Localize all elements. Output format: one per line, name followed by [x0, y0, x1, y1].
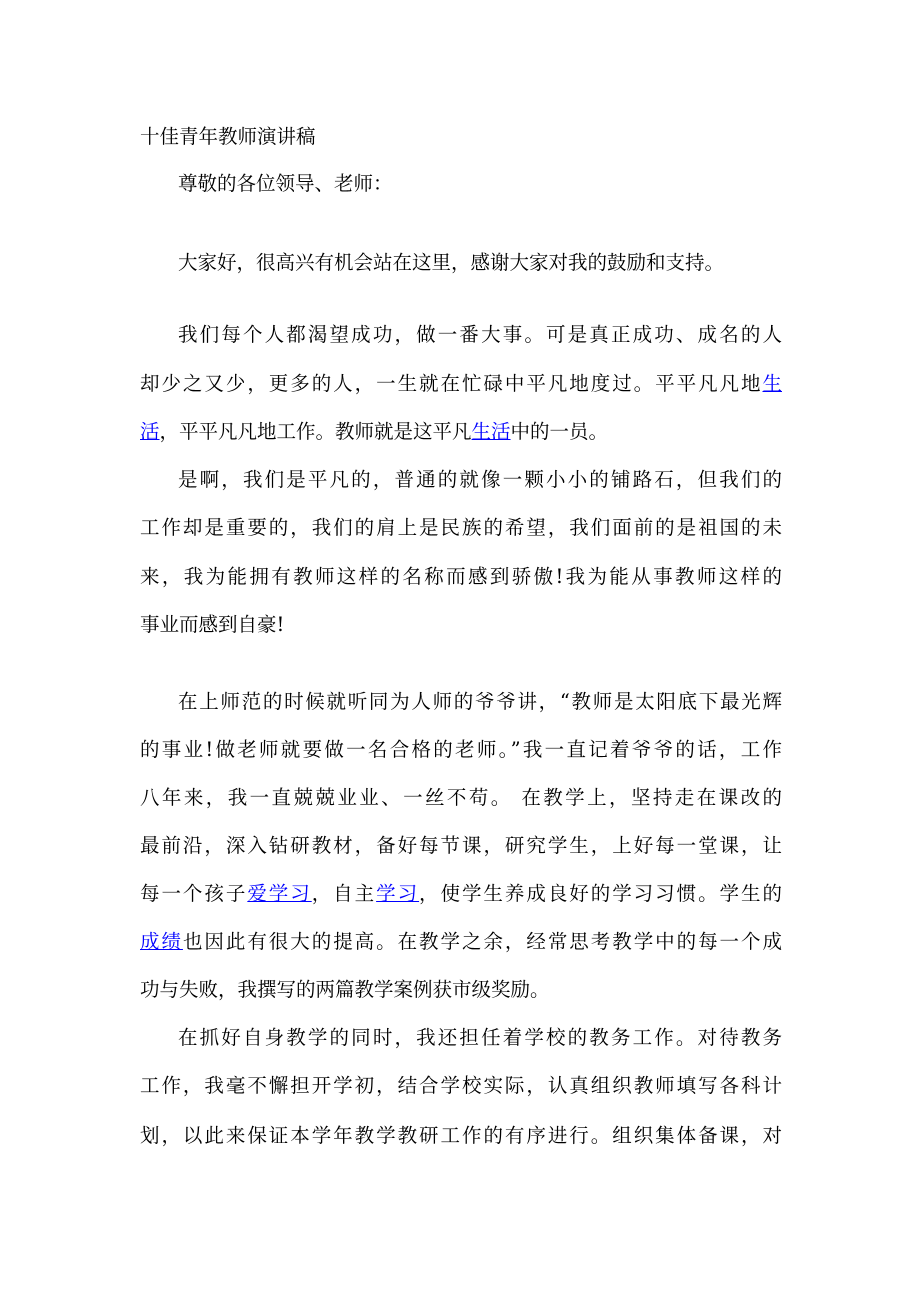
text-segment: 中的一员。 — [510, 420, 609, 443]
text-segment: 也因此有很大的提高。在教学之余，经常思考教学中的每一个成 — [182, 930, 782, 953]
text-segment: 最前沿，深入钻研教材，备好每节课，研究学生，上好每一堂课，让 — [140, 834, 782, 857]
text-line — [140, 1074, 782, 1098]
text-segment: 事业而感到自豪! — [140, 613, 285, 636]
text-line — [178, 690, 782, 714]
hyperlink[interactable]: 成绩 — [140, 930, 183, 953]
text-segment: ，自主 — [311, 882, 377, 905]
text-segment: ，使学生养成良好的学习习惯。学生的 — [419, 882, 782, 905]
text-segment: 的事业!做老师就要做一名合格的老师。”我一直记着爷爷的话，工作 — [140, 738, 782, 761]
text-segment: 功与失败，我撰写的两篇教学案例获市级奖励。 — [140, 978, 550, 1001]
text-segment: 工作却是重要的，我们的肩上是民族的希望，我们面前的是祖国的未 — [140, 516, 782, 539]
text-segment: 工作，我毫不懈担开学初，结合学校实际，认真组织教师填写各科计 — [140, 1074, 782, 1097]
text-line — [178, 251, 724, 275]
text-line — [140, 786, 782, 810]
text-segment: 是啊，我们是平凡的，普通的就像一颗小小的铺路石，但我们的 — [178, 468, 782, 491]
document-title — [140, 125, 316, 149]
hyperlink[interactable]: 活 — [140, 420, 160, 443]
text-segment: 尊敬的各位领导、老师： — [178, 172, 393, 195]
text-line — [140, 978, 550, 1002]
text-segment: 在抓好自身教学的同时，我还担任着学校的教务工作。对待教务 — [178, 1026, 782, 1049]
hyperlink[interactable]: 生 — [762, 372, 782, 395]
text-line — [140, 613, 284, 637]
text-line — [178, 172, 393, 196]
hyperlink[interactable]: 生活 — [471, 420, 511, 443]
text-line — [140, 420, 608, 444]
text-segment: 每一个孩子 — [140, 882, 248, 905]
hyperlink[interactable]: 学习 — [376, 882, 420, 905]
text-segment: 我们每个人都渴望成功，做一番大事。可是真正成功、成名的人 — [178, 323, 782, 346]
text-line — [140, 930, 782, 954]
text-segment: 大家好，很高兴有机会站在这里，感谢大家对我的鼓励和支持。 — [178, 251, 725, 274]
text-segment: 十佳青年教师演讲稿 — [140, 125, 316, 148]
text-line — [140, 372, 782, 396]
text-segment: 划，以此来保证本学年教学教研工作的有序进行。组织集体备课，对 — [140, 1124, 782, 1147]
text-line — [140, 1124, 782, 1148]
text-segment: 却少之又少，更多的人，一生就在忙碌中平凡地度过。平平凡凡地 — [140, 372, 763, 395]
hyperlink[interactable]: 爱学习 — [247, 882, 312, 905]
text-line — [140, 565, 782, 589]
text-line — [178, 1026, 782, 1050]
text-segment: 八年来，我一直兢兢业业、一丝不苟。 在教学上，坚持走在课改的 — [140, 786, 782, 809]
text-line — [178, 468, 782, 492]
text-line — [178, 323, 782, 347]
text-segment: 来，我为能拥有教师这样的名称而感到骄傲!我为能从事教师这样的 — [140, 565, 782, 588]
text-line — [140, 882, 782, 906]
text-line — [140, 834, 782, 858]
text-segment: 在上师范的时候就听同为人师的爷爷讲，“教师是太阳底下最光辉 — [178, 690, 782, 713]
text-line — [140, 516, 782, 540]
text-segment: ，平平凡凡地工作。教师就是这平凡 — [159, 420, 472, 443]
text-line — [140, 738, 782, 762]
